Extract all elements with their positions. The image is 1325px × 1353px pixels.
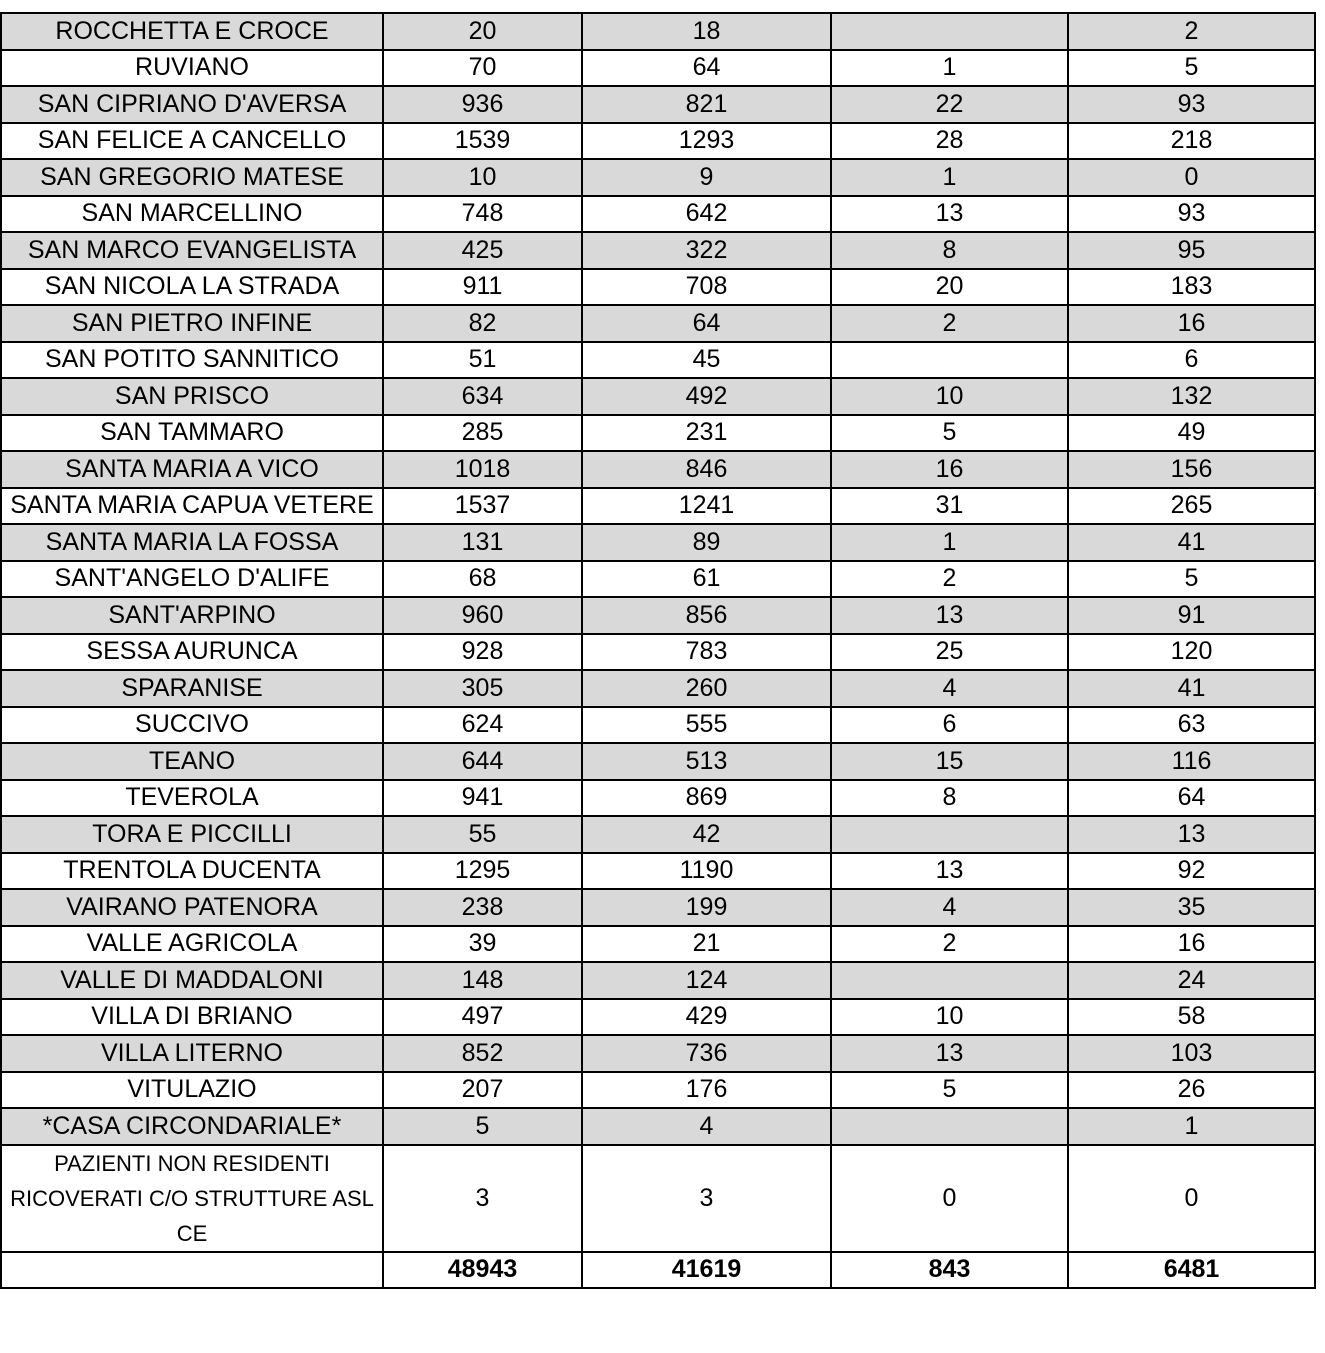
- value-col-1-cell: 10: [383, 159, 582, 196]
- municipality-cell: VILLA LITERNO: [1, 1035, 383, 1072]
- value-col-2-cell: 42: [582, 816, 831, 853]
- value-col-1-cell: 852: [383, 1035, 582, 1072]
- municipality-cell: SAN TAMMARO: [1, 415, 383, 452]
- value-col-3-cell: [831, 342, 1068, 379]
- table-row: [1, 415, 1315, 452]
- table-row: [1, 780, 1315, 817]
- value-col-2-cell: 64: [582, 305, 831, 342]
- value-col-3-cell: [831, 13, 1068, 50]
- value-col-1-cell: 82: [383, 305, 582, 342]
- value-col-2-cell: 9: [582, 159, 831, 196]
- value-col-1-cell: 70: [383, 50, 582, 87]
- value-col-2-cell: 642: [582, 196, 831, 233]
- data-sheet: [0, 12, 1316, 1289]
- municipality-cell: SAN CIPRIANO D'AVERSA: [1, 86, 383, 123]
- value-col-3-cell: [831, 816, 1068, 853]
- value-col-2-cell: 322: [582, 232, 831, 269]
- value-col-3-cell: 13: [831, 1035, 1068, 1072]
- total-value-col-2-cell: 41619: [582, 1252, 831, 1288]
- table-row: [1, 962, 1315, 999]
- municipality-cell: SANTA MARIA CAPUA VETERE: [1, 488, 383, 525]
- value-col-3-cell: 10: [831, 378, 1068, 415]
- value-col-3-cell: 1: [831, 524, 1068, 561]
- value-col-4-cell: 0: [1068, 159, 1315, 196]
- value-col-2-cell: 124: [582, 962, 831, 999]
- value-col-4-cell: 93: [1068, 86, 1315, 123]
- value-col-3-cell: 2: [831, 926, 1068, 963]
- value-col-1-cell: 39: [383, 926, 582, 963]
- table-row: [1, 1035, 1315, 1072]
- value-col-2-cell: 492: [582, 378, 831, 415]
- table-row: [1, 670, 1315, 707]
- total-value-col-1-cell: 48943: [383, 1252, 582, 1288]
- value-col-4-cell: 5: [1068, 50, 1315, 87]
- value-col-1-cell: 3: [383, 1145, 582, 1252]
- value-col-3-cell: 10: [831, 999, 1068, 1036]
- table-row: [1, 707, 1315, 744]
- municipality-cell: TRENTOLA DUCENTA: [1, 853, 383, 890]
- value-col-1-cell: 644: [383, 743, 582, 780]
- table-row: [1, 634, 1315, 671]
- value-col-1-cell: 207: [383, 1072, 582, 1109]
- value-col-2-cell: 708: [582, 269, 831, 306]
- value-col-3-cell: 0: [831, 1145, 1068, 1252]
- value-col-4-cell: 41: [1068, 524, 1315, 561]
- value-col-1-cell: 497: [383, 999, 582, 1036]
- table-body: [1, 13, 1315, 1288]
- value-col-2-cell: 736: [582, 1035, 831, 1072]
- municipality-cell: SAN FELICE A CANCELLO: [1, 123, 383, 160]
- value-col-2-cell: 513: [582, 743, 831, 780]
- value-col-1-cell: 51: [383, 342, 582, 379]
- table-row: [1, 524, 1315, 561]
- municipality-cell: SUCCIVO: [1, 707, 383, 744]
- totals-row: [1, 1252, 1315, 1288]
- table-row: [1, 597, 1315, 634]
- value-col-2-cell: 21: [582, 926, 831, 963]
- municipality-cell: VALLE AGRICOLA: [1, 926, 383, 963]
- value-col-1-cell: 911: [383, 269, 582, 306]
- value-col-4-cell: 265: [1068, 488, 1315, 525]
- municipality-cell: SESSA AURUNCA: [1, 634, 383, 671]
- value-col-4-cell: 218: [1068, 123, 1315, 160]
- value-col-2-cell: 1293: [582, 123, 831, 160]
- value-col-4-cell: 64: [1068, 780, 1315, 817]
- municipality-cell: RUVIANO: [1, 50, 383, 87]
- municipality-cell: SANT'ANGELO D'ALIFE: [1, 561, 383, 598]
- value-col-3-cell: 20: [831, 269, 1068, 306]
- table-row: [1, 232, 1315, 269]
- table-row: [1, 305, 1315, 342]
- table-row: [1, 853, 1315, 890]
- value-col-1-cell: 1539: [383, 123, 582, 160]
- table-row: [1, 561, 1315, 598]
- value-col-3-cell: 1: [831, 159, 1068, 196]
- value-col-1-cell: 20: [383, 13, 582, 50]
- value-col-1-cell: 1018: [383, 451, 582, 488]
- value-col-4-cell: 24: [1068, 962, 1315, 999]
- value-col-4-cell: 183: [1068, 269, 1315, 306]
- value-col-2-cell: 3: [582, 1145, 831, 1252]
- municipality-cell: VALLE DI MADDALONI: [1, 962, 383, 999]
- value-col-4-cell: 2: [1068, 13, 1315, 50]
- value-col-3-cell: 28: [831, 123, 1068, 160]
- value-col-4-cell: 95: [1068, 232, 1315, 269]
- municipality-cell: VAIRANO PATENORA: [1, 889, 383, 926]
- value-col-2-cell: 821: [582, 86, 831, 123]
- value-col-3-cell: 25: [831, 634, 1068, 671]
- value-col-3-cell: [831, 962, 1068, 999]
- table-row: [1, 1145, 1315, 1252]
- value-col-1-cell: 1295: [383, 853, 582, 890]
- total-value-col-3-cell: 843: [831, 1252, 1068, 1288]
- value-col-2-cell: 869: [582, 780, 831, 817]
- value-col-4-cell: 103: [1068, 1035, 1315, 1072]
- total-value-col-4-cell: 6481: [1068, 1252, 1315, 1288]
- value-col-1-cell: 634: [383, 378, 582, 415]
- value-col-3-cell: 13: [831, 853, 1068, 890]
- municipality-cell: SAN MARCELLINO: [1, 196, 383, 233]
- value-col-3-cell: 2: [831, 561, 1068, 598]
- value-col-2-cell: 4: [582, 1108, 831, 1145]
- value-col-3-cell: 6: [831, 707, 1068, 744]
- value-col-1-cell: 960: [383, 597, 582, 634]
- value-col-1-cell: 55: [383, 816, 582, 853]
- value-col-4-cell: 6: [1068, 342, 1315, 379]
- table-row: [1, 1072, 1315, 1109]
- value-col-2-cell: 89: [582, 524, 831, 561]
- value-col-2-cell: 61: [582, 561, 831, 598]
- municipality-cell: TEVEROLA: [1, 780, 383, 817]
- table-row: [1, 13, 1315, 50]
- table-row: [1, 451, 1315, 488]
- table-row: [1, 159, 1315, 196]
- value-col-3-cell: 5: [831, 1072, 1068, 1109]
- table-row: [1, 889, 1315, 926]
- value-col-1-cell: 928: [383, 634, 582, 671]
- municipality-cell: SANTA MARIA LA FOSSA: [1, 524, 383, 561]
- value-col-4-cell: 1: [1068, 1108, 1315, 1145]
- table-row: [1, 123, 1315, 160]
- municipality-cell: SANT'ARPINO: [1, 597, 383, 634]
- municipality-cell: ROCCHETTA E CROCE: [1, 13, 383, 50]
- municipality-cell: SPARANISE: [1, 670, 383, 707]
- municipality-cell: SAN PRISCO: [1, 378, 383, 415]
- municipality-cell: TORA E PICCILLI: [1, 816, 383, 853]
- municipality-cell: SAN PIETRO INFINE: [1, 305, 383, 342]
- municipality-cell: VITULAZIO: [1, 1072, 383, 1109]
- municipality-cell: VILLA DI BRIANO: [1, 999, 383, 1036]
- value-col-1-cell: 285: [383, 415, 582, 452]
- value-col-3-cell: [831, 1108, 1068, 1145]
- value-col-4-cell: 132: [1068, 378, 1315, 415]
- table-row: [1, 743, 1315, 780]
- totals-label-cell: [1, 1252, 383, 1288]
- value-col-3-cell: 13: [831, 597, 1068, 634]
- table-row: [1, 86, 1315, 123]
- table-row: [1, 926, 1315, 963]
- value-col-1-cell: 148: [383, 962, 582, 999]
- value-col-1-cell: 238: [383, 889, 582, 926]
- value-col-4-cell: 93: [1068, 196, 1315, 233]
- table-row: [1, 50, 1315, 87]
- value-col-3-cell: 1: [831, 50, 1068, 87]
- municipality-table: [0, 12, 1316, 1289]
- value-col-2-cell: 429: [582, 999, 831, 1036]
- value-col-2-cell: 856: [582, 597, 831, 634]
- value-col-1-cell: 936: [383, 86, 582, 123]
- table-row: [1, 269, 1315, 306]
- municipality-cell: PAZIENTI NON RESIDENTI RICOVERATI C/O STRUTTURE ASL CE: [1, 1145, 383, 1252]
- value-col-2-cell: 231: [582, 415, 831, 452]
- value-col-3-cell: 31: [831, 488, 1068, 525]
- value-col-4-cell: 0: [1068, 1145, 1315, 1252]
- municipality-cell: SANTA MARIA A VICO: [1, 451, 383, 488]
- value-col-4-cell: 58: [1068, 999, 1315, 1036]
- value-col-1-cell: 305: [383, 670, 582, 707]
- value-col-3-cell: 8: [831, 232, 1068, 269]
- value-col-4-cell: 26: [1068, 1072, 1315, 1109]
- municipality-cell: SAN GREGORIO MATESE: [1, 159, 383, 196]
- value-col-1-cell: 68: [383, 561, 582, 598]
- value-col-1-cell: 5: [383, 1108, 582, 1145]
- value-col-2-cell: 783: [582, 634, 831, 671]
- municipality-cell: SAN NICOLA LA STRADA: [1, 269, 383, 306]
- value-col-4-cell: 91: [1068, 597, 1315, 634]
- value-col-3-cell: 4: [831, 889, 1068, 926]
- value-col-3-cell: 22: [831, 86, 1068, 123]
- value-col-4-cell: 63: [1068, 707, 1315, 744]
- value-col-4-cell: 92: [1068, 853, 1315, 890]
- value-col-1-cell: 624: [383, 707, 582, 744]
- table-row: [1, 342, 1315, 379]
- value-col-2-cell: 1241: [582, 488, 831, 525]
- value-col-2-cell: 64: [582, 50, 831, 87]
- table-row: [1, 196, 1315, 233]
- table-row: [1, 816, 1315, 853]
- value-col-2-cell: 45: [582, 342, 831, 379]
- table-row: [1, 999, 1315, 1036]
- value-col-1-cell: 1537: [383, 488, 582, 525]
- value-col-4-cell: 16: [1068, 926, 1315, 963]
- table-row: [1, 488, 1315, 525]
- value-col-4-cell: 35: [1068, 889, 1315, 926]
- value-col-4-cell: 13: [1068, 816, 1315, 853]
- value-col-2-cell: 18: [582, 13, 831, 50]
- value-col-4-cell: 16: [1068, 305, 1315, 342]
- municipality-cell: *CASA CIRCONDARIALE*: [1, 1108, 383, 1145]
- value-col-1-cell: 941: [383, 780, 582, 817]
- table-row: [1, 378, 1315, 415]
- value-col-3-cell: 15: [831, 743, 1068, 780]
- municipality-cell: SAN POTITO SANNITICO: [1, 342, 383, 379]
- value-col-2-cell: 260: [582, 670, 831, 707]
- value-col-2-cell: 555: [582, 707, 831, 744]
- value-col-2-cell: 176: [582, 1072, 831, 1109]
- value-col-4-cell: 41: [1068, 670, 1315, 707]
- value-col-2-cell: 199: [582, 889, 831, 926]
- value-col-2-cell: 1190: [582, 853, 831, 890]
- value-col-3-cell: 8: [831, 780, 1068, 817]
- municipality-cell: TEANO: [1, 743, 383, 780]
- value-col-3-cell: 2: [831, 305, 1068, 342]
- value-col-4-cell: 5: [1068, 561, 1315, 598]
- value-col-4-cell: 120: [1068, 634, 1315, 671]
- municipality-cell: SAN MARCO EVANGELISTA: [1, 232, 383, 269]
- value-col-3-cell: 16: [831, 451, 1068, 488]
- value-col-3-cell: 13: [831, 196, 1068, 233]
- value-col-4-cell: 49: [1068, 415, 1315, 452]
- value-col-3-cell: 4: [831, 670, 1068, 707]
- value-col-1-cell: 748: [383, 196, 582, 233]
- value-col-1-cell: 425: [383, 232, 582, 269]
- value-col-1-cell: 131: [383, 524, 582, 561]
- value-col-3-cell: 5: [831, 415, 1068, 452]
- value-col-4-cell: 116: [1068, 743, 1315, 780]
- table-row: [1, 1108, 1315, 1145]
- value-col-4-cell: 156: [1068, 451, 1315, 488]
- value-col-2-cell: 846: [582, 451, 831, 488]
